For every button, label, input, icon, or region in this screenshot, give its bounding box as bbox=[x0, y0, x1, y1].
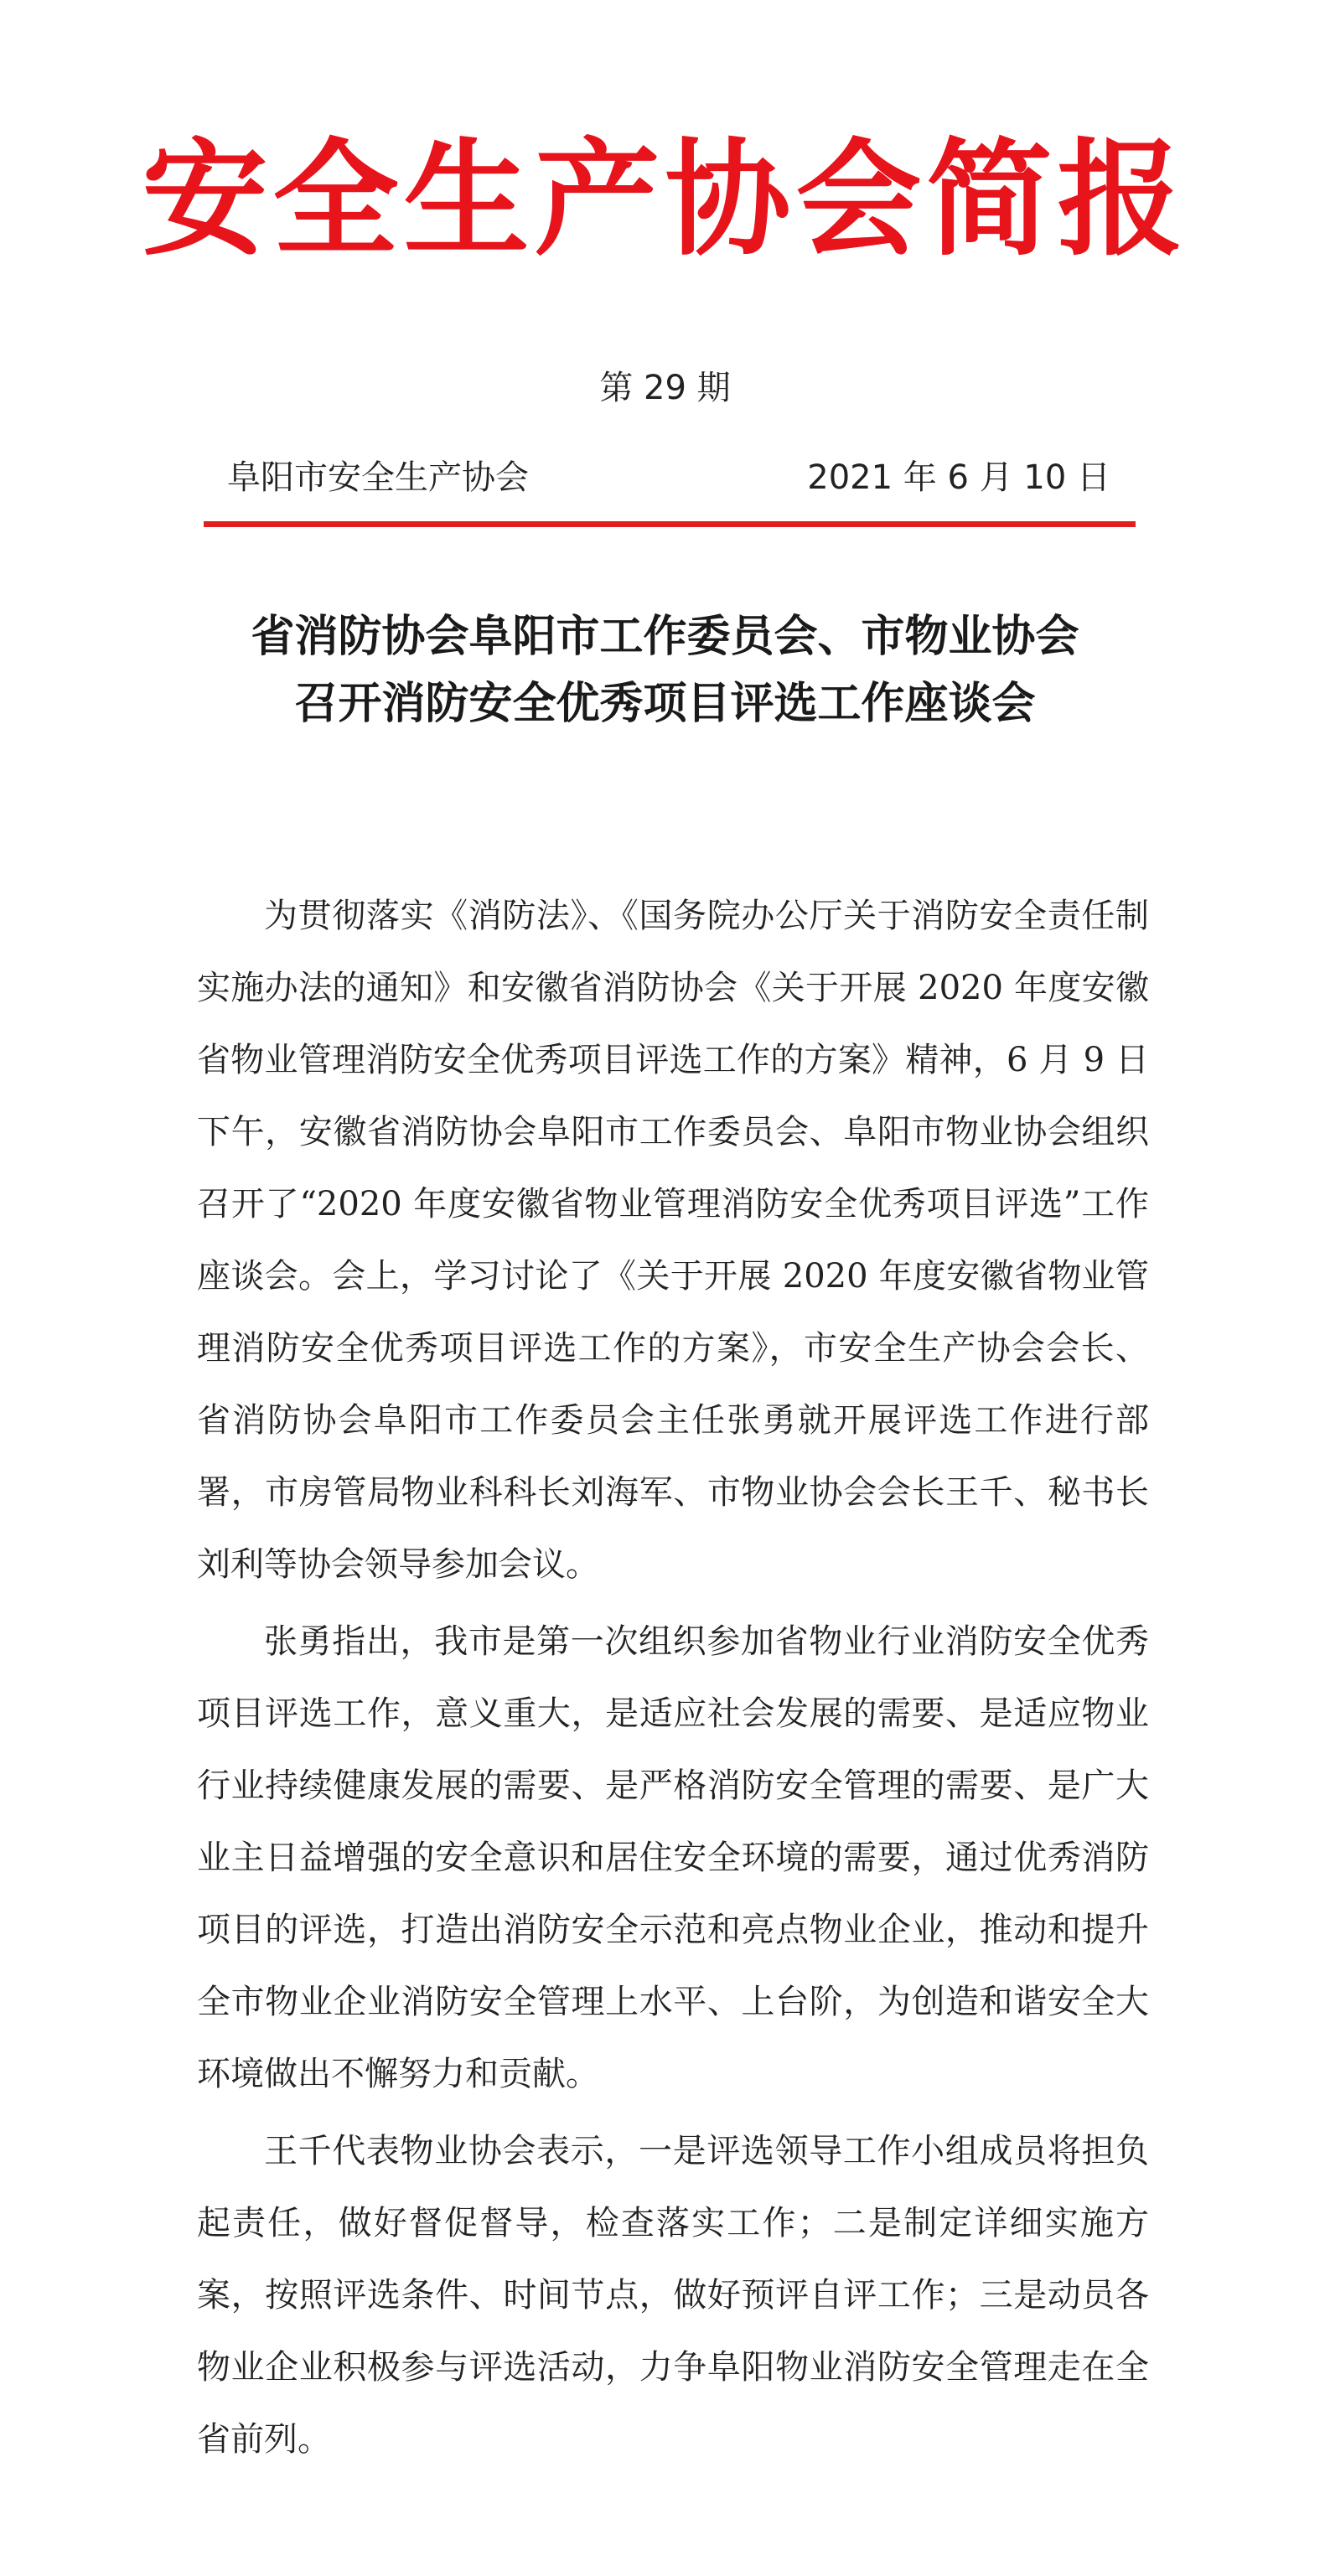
headline-line-2: 召开消防安全优秀项目评选工作座谈会 bbox=[294, 679, 1036, 729]
publisher-organization: 阜阳市安全生产协会 bbox=[227, 458, 529, 497]
article-paragraph-1: 为贯彻落实《消防法》、《国务院办公厅关于消防安全责任制实施办法的通知》和安徽省消防协会《关于开展 2020 年度安徽省物业管理消防安全优秀项目评选工作的方案》精神，6 月 9 日下午，安徽省消防协会阜阳市工作委员会、阜阳市物业协会组织召开了“2020 年度安徽省物业管理消防安全优秀项目评选”工作座谈会。会上，学习讨论了《关于开展 2020 年度安徽省物业管理消防安全优秀项目评选工作的方案》，市安全生产协会会长、省消防协会阜阳市工作委员会主任张勇就开展评选工作进行部署，市房管局物业科科长刘海军、市物业协会会长王千、秘书长刘利等协会领导参加会议。 bbox=[197, 897, 1149, 1584]
headline-line-1: 省消防协会阜阳市工作委员会、市物业协会 bbox=[251, 612, 1079, 662]
article-headline bbox=[0, 603, 1330, 737]
publish-date: 2021 年 6 月 10 日 bbox=[807, 458, 1110, 497]
article-paragraph-3: 王千代表物业协会表示，一是评选领导工作小组成员将担负起责任，做好督促督导，检查落实工作；二是制定详细实施方案，按照评选条件、时间节点，做好预评自评工作；三是动员各物业企业积极参与评选活动，力争阜阳物业消防安全管理走在全省前列。 bbox=[197, 2132, 1149, 2459]
issue-number: 第 29 期 bbox=[599, 369, 731, 407]
bulletin-masthead-title: 安全生产协会简报 bbox=[142, 126, 1188, 273]
masthead-divider bbox=[204, 521, 1136, 527]
article-paragraph-2: 张勇指出，我市是第一次组织参加省物业行业消防安全优秀项目评选工作，意义重大，是适应社会发展的需要、是适应物业行业持续健康发展的需要、是严格消防安全管理的需要、是广大业主日益增强的安全意识和居住安全环境的需要，通过优秀消防项目的评选，打造出消防安全示范和亮点物业企业，推动和提升全市物业企业消防安全管理上水平、上台阶，为创造和谐安全大环境做出不懈努力和贡献。 bbox=[197, 1622, 1149, 2093]
article-body bbox=[197, 880, 1149, 2480]
